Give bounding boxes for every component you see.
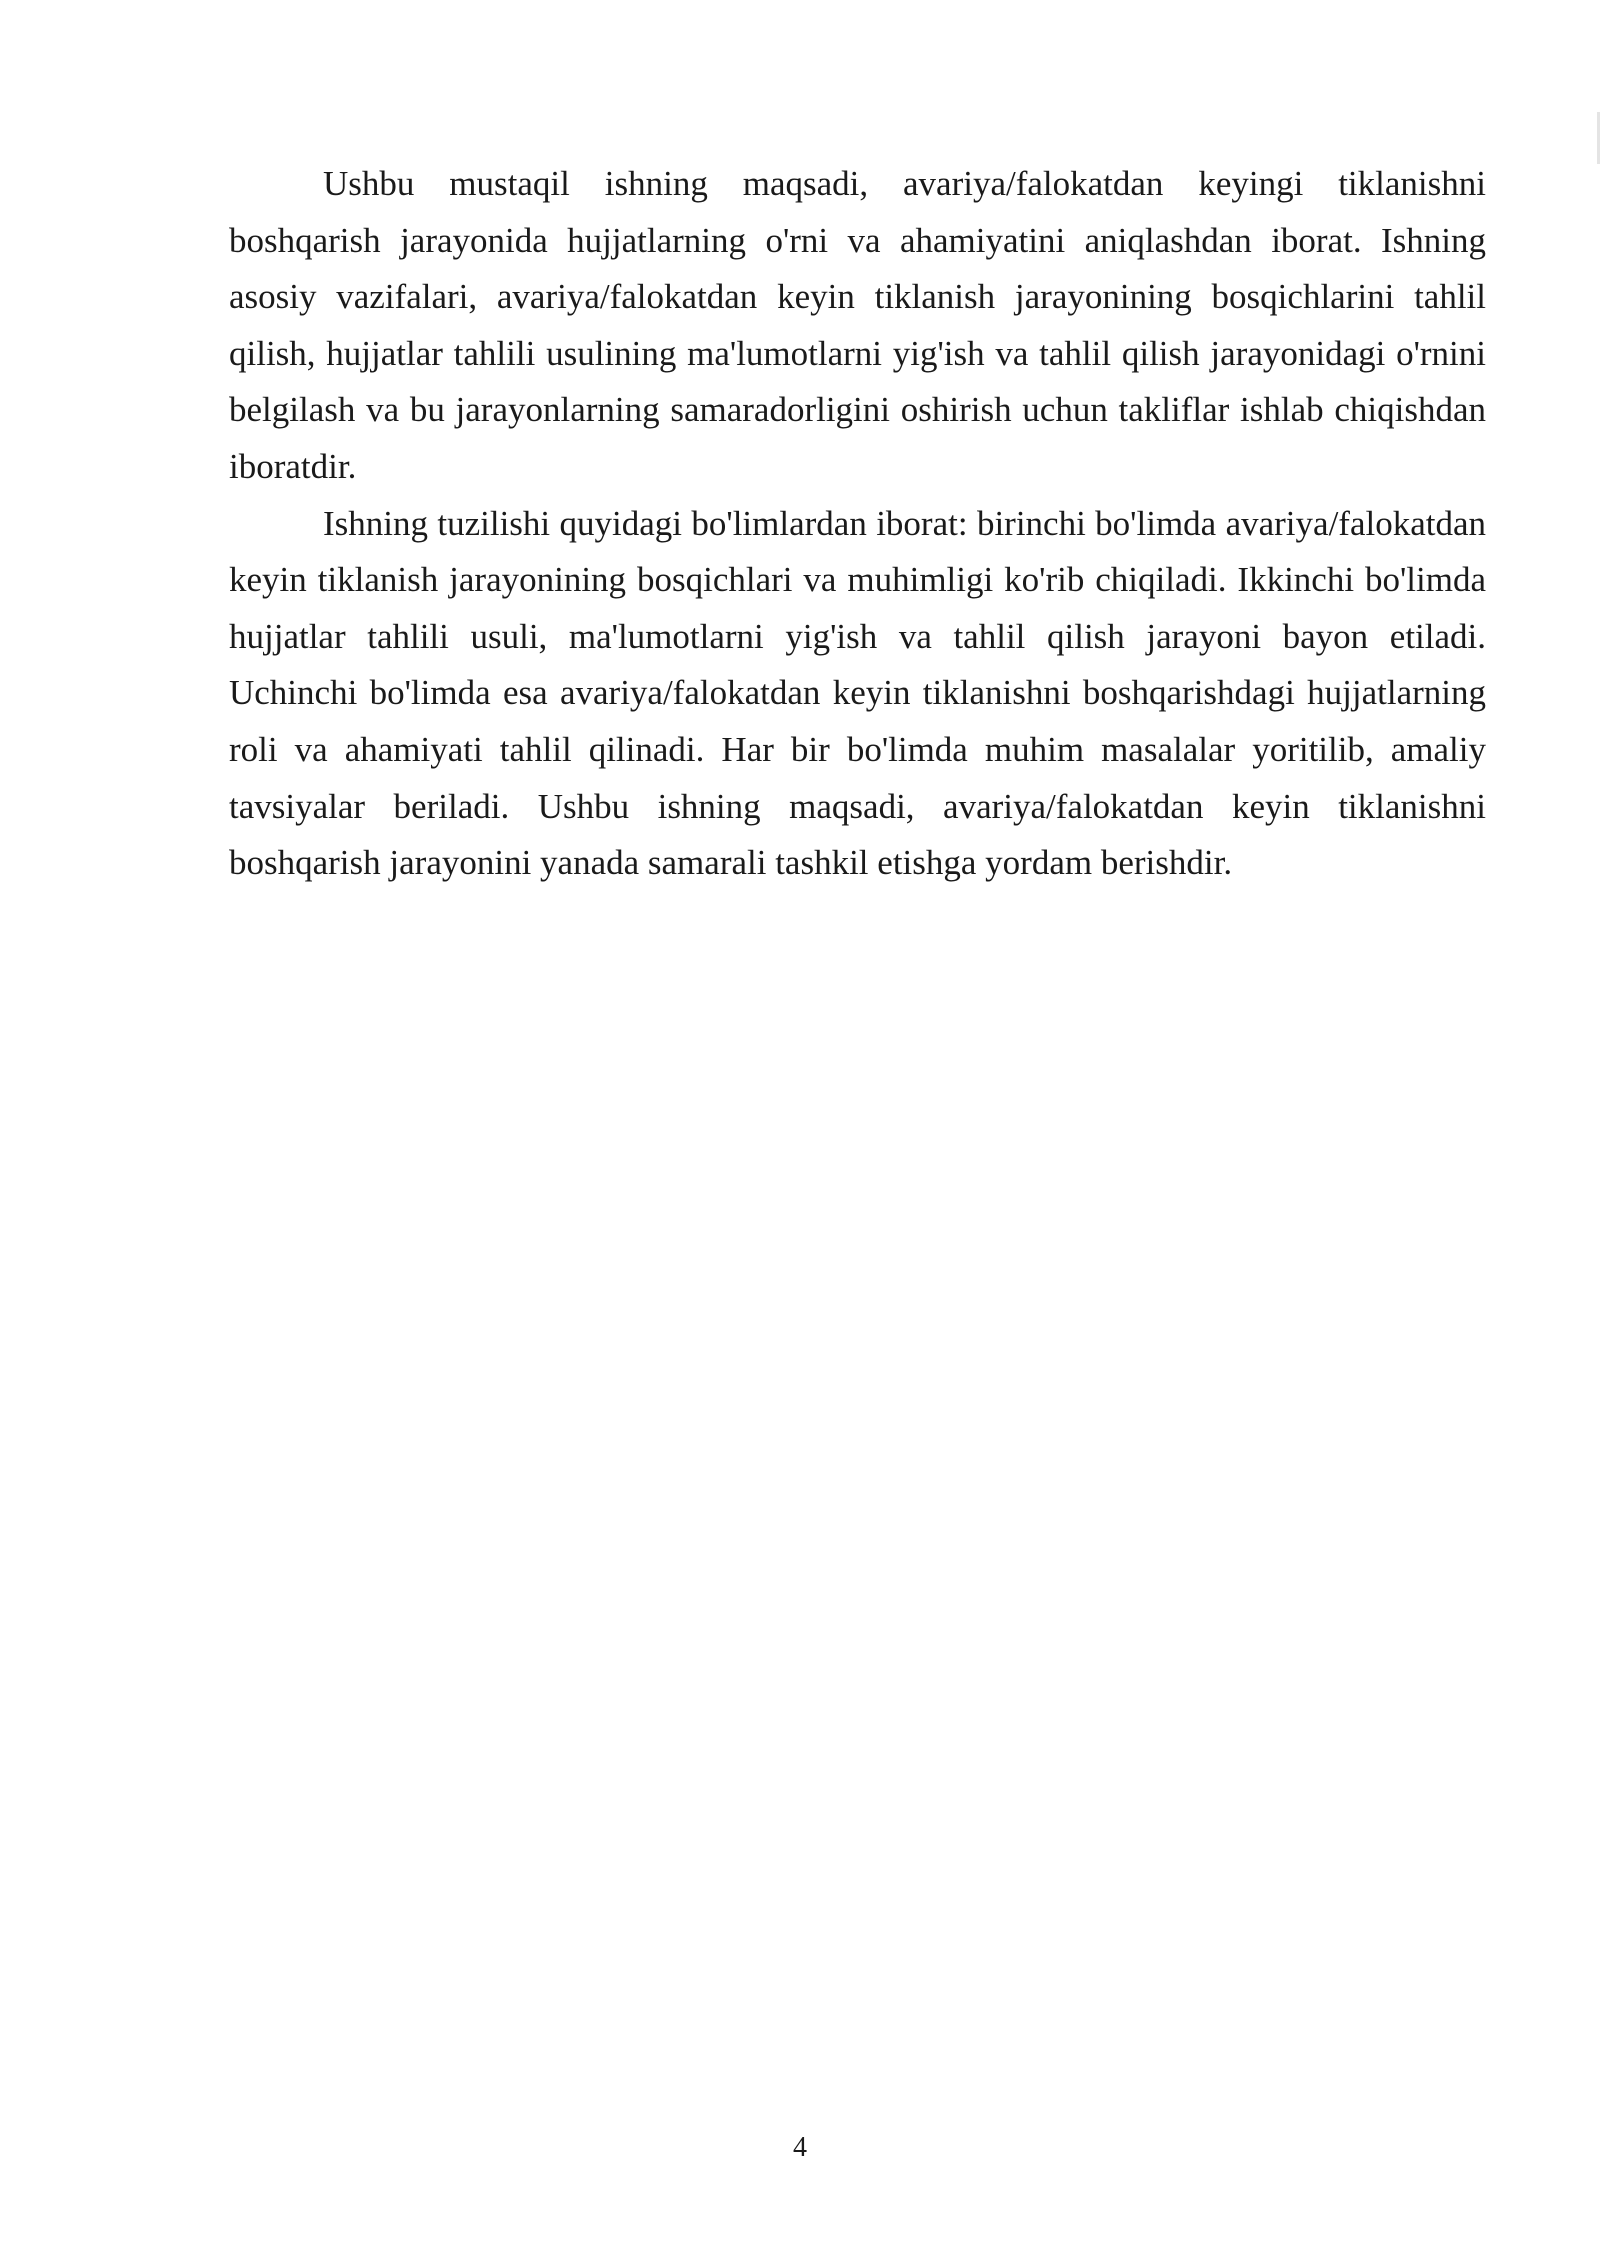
paragraph-purpose: Ushbu mustaqil ishning maqsadi, avariya/falokatdan keyingi tiklanishni boshqarish jarayonida hujjatlarning o'rni va ahamiyatini aniqlashdan iborat. Ishning asosiy vazifalari, avariya/falokatdan keyin tiklanish jarayonining bosqichlarini tahlil qilish, hujjatlar tahlili usulining ma'lumotlarni yig'ish va tahlil qilish jarayonidagi o'rnini belgilash va bu jarayonlarning samaradorligini oshirish uchun takliflar ishlab chiqishdan iboratdir. xyxy=(229,164,1486,486)
paragraph-structure: Ishning tuzilishi quyidagi bo'limlardan iborat: birinchi bo'limda avariya/falokatdan keyin tiklanish jarayonining bosqichlari va muhimligi ko'rib chiqiladi. Ikkinchi bo'limda hujjatlar tahlili usuli, ma'lumotlarni yig'ish va tahlil qilish jarayoni bayon etiladi. Uchinchi bo'limda esa avariya/falokatdan keyin tiklanishni boshqarishdagi hujjatlarning roli va ahamiyati tahlil qilinadi. Har bir bo'limda muhim masalalar yoritilib, amaliy tavsiyalar beriladi. Ushbu ishning maqsadi, avariya/falokatdan keyin tiklanishni boshqarish jarayonini yanada samarali tashkil etishga yordam berishdir. xyxy=(229,503,1486,883)
body-text xyxy=(229,156,1486,892)
page-number: 4 xyxy=(793,2132,807,2163)
